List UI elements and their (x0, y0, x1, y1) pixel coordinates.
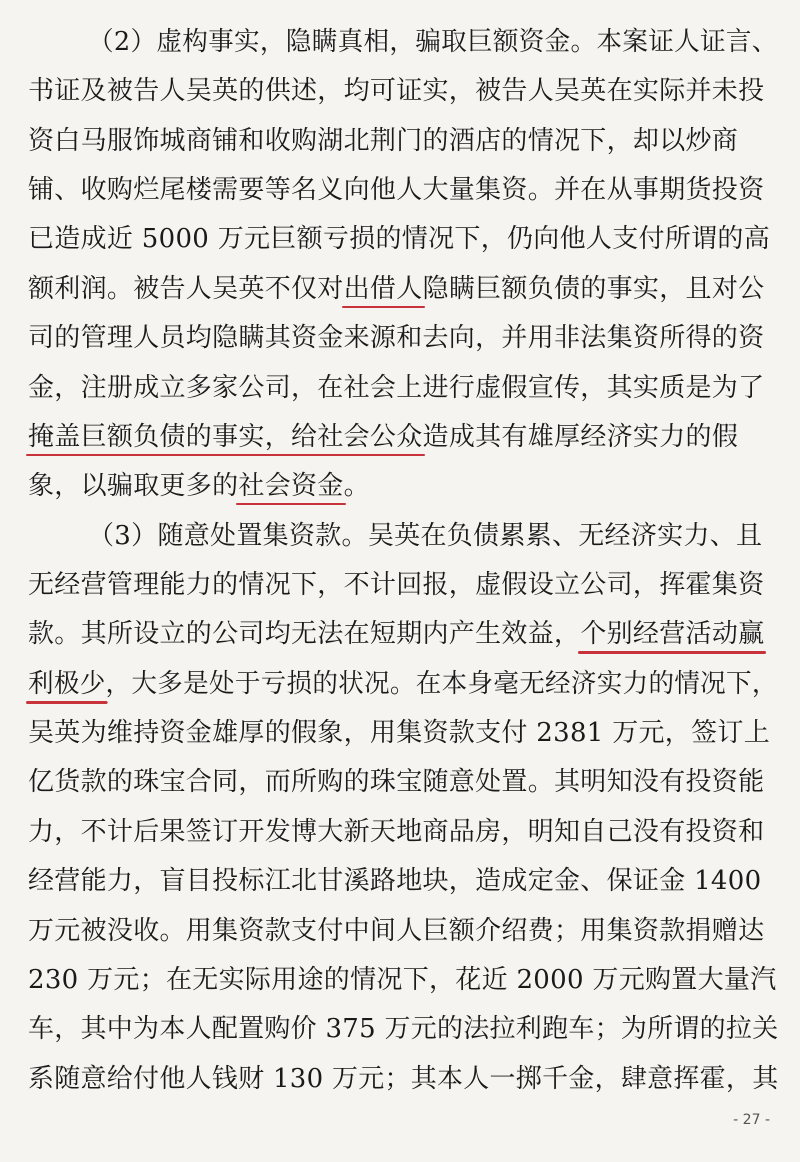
text-line: 铺、收购烂尾楼需要等名义向他人大量集资。并在从事期货投资 (28, 175, 765, 206)
text-line: 经营能力，盲目投标江北甘溪路地块，造成定金、保证金 1400 (28, 866, 762, 897)
underlined-text: 出借人 (343, 273, 423, 304)
text-line: 230 万元；在无实际用途的情况下，花近 2000 万元购置大量汽 (28, 964, 777, 995)
text-line: （3）随意处置集资款。吴英在负债累累、无经济实力、且 (88, 520, 763, 551)
text-line: 书证及被告人吴英的供述，均可证实，被告人吴英在实际并未投 (28, 76, 765, 107)
text-line: 资白马服饰城商铺和收购湖北荆门的酒店的情况下，却以炒商 (28, 125, 739, 156)
text-line (28, 616, 764, 652)
text-segment: 额利润。被告人吴英不仅对 (28, 273, 344, 304)
text-segment: 。 (343, 471, 370, 502)
underlined-text: 个别经营活动赢 (580, 619, 765, 650)
text-line: 金，注册成立多家公司，在社会上进行虚假宣传，其实质是为了 (28, 372, 765, 403)
text-segment: 隐瞒巨额负债的事实，且对公 (422, 273, 765, 304)
underlined-text: 社会资金 (238, 471, 344, 502)
text-line: 车，其中为本人配置购价 375 万元的法拉利跑车；为所谓的拉关 (28, 1014, 779, 1045)
text-line: 力，不计后果签订开发博大新天地商品房，明知自己没有投资和 (28, 816, 765, 847)
text-line (28, 419, 738, 455)
text-line (28, 666, 778, 702)
text-segment: 造成其有雄厚经济实力的假 (422, 421, 739, 452)
text-line: 亿货款的珠宝合同，而所购的珠宝随意处置。其明知没有投资能 (28, 767, 765, 798)
underlined-text: 利极少 (28, 668, 106, 699)
text-line: 吴英为维持资金雄厚的假象，用集资款支付 2381 万元，签订上 (28, 718, 770, 749)
underlined-text: 掩盖巨额负债的事实，给 (28, 421, 318, 452)
text-line: 无经营管理能力的情况下，不计回报，虚假设立公司，挥霍集资 (28, 570, 765, 600)
text-segment: ，大多是处于亏损的状况。在本身毫无经济实力的情况下， (105, 668, 778, 699)
text-line: 万元被没收。用集资款支付中间人巨额介绍费；用集资款捐赠达 (28, 915, 765, 946)
text-line: 系随意给付他人钱财 130 万元；其本人一掷千金，肆意挥霍，其 (28, 1063, 779, 1094)
text-line (28, 468, 370, 504)
text-segment: 款。其所设立的公司均无法在短期内产生效益， (28, 619, 581, 650)
text-segment: 象，以骗取更多的 (28, 471, 239, 502)
text-line: 已造成近 5000 万元巨额亏损的情况下，仍向他人支付所谓的高 (28, 224, 770, 255)
underlined-text: 社会公众 (317, 421, 423, 452)
text-line: （2）虚构事实，隐瞒真相，骗取巨额资金。本案证人证言、 (88, 27, 778, 57)
page-number: - 27 - (733, 1112, 770, 1128)
text-line (28, 271, 764, 307)
text-line: 司的管理人员均隐瞒其资金来源和去向，并用非法集资所得的资 (28, 323, 765, 354)
